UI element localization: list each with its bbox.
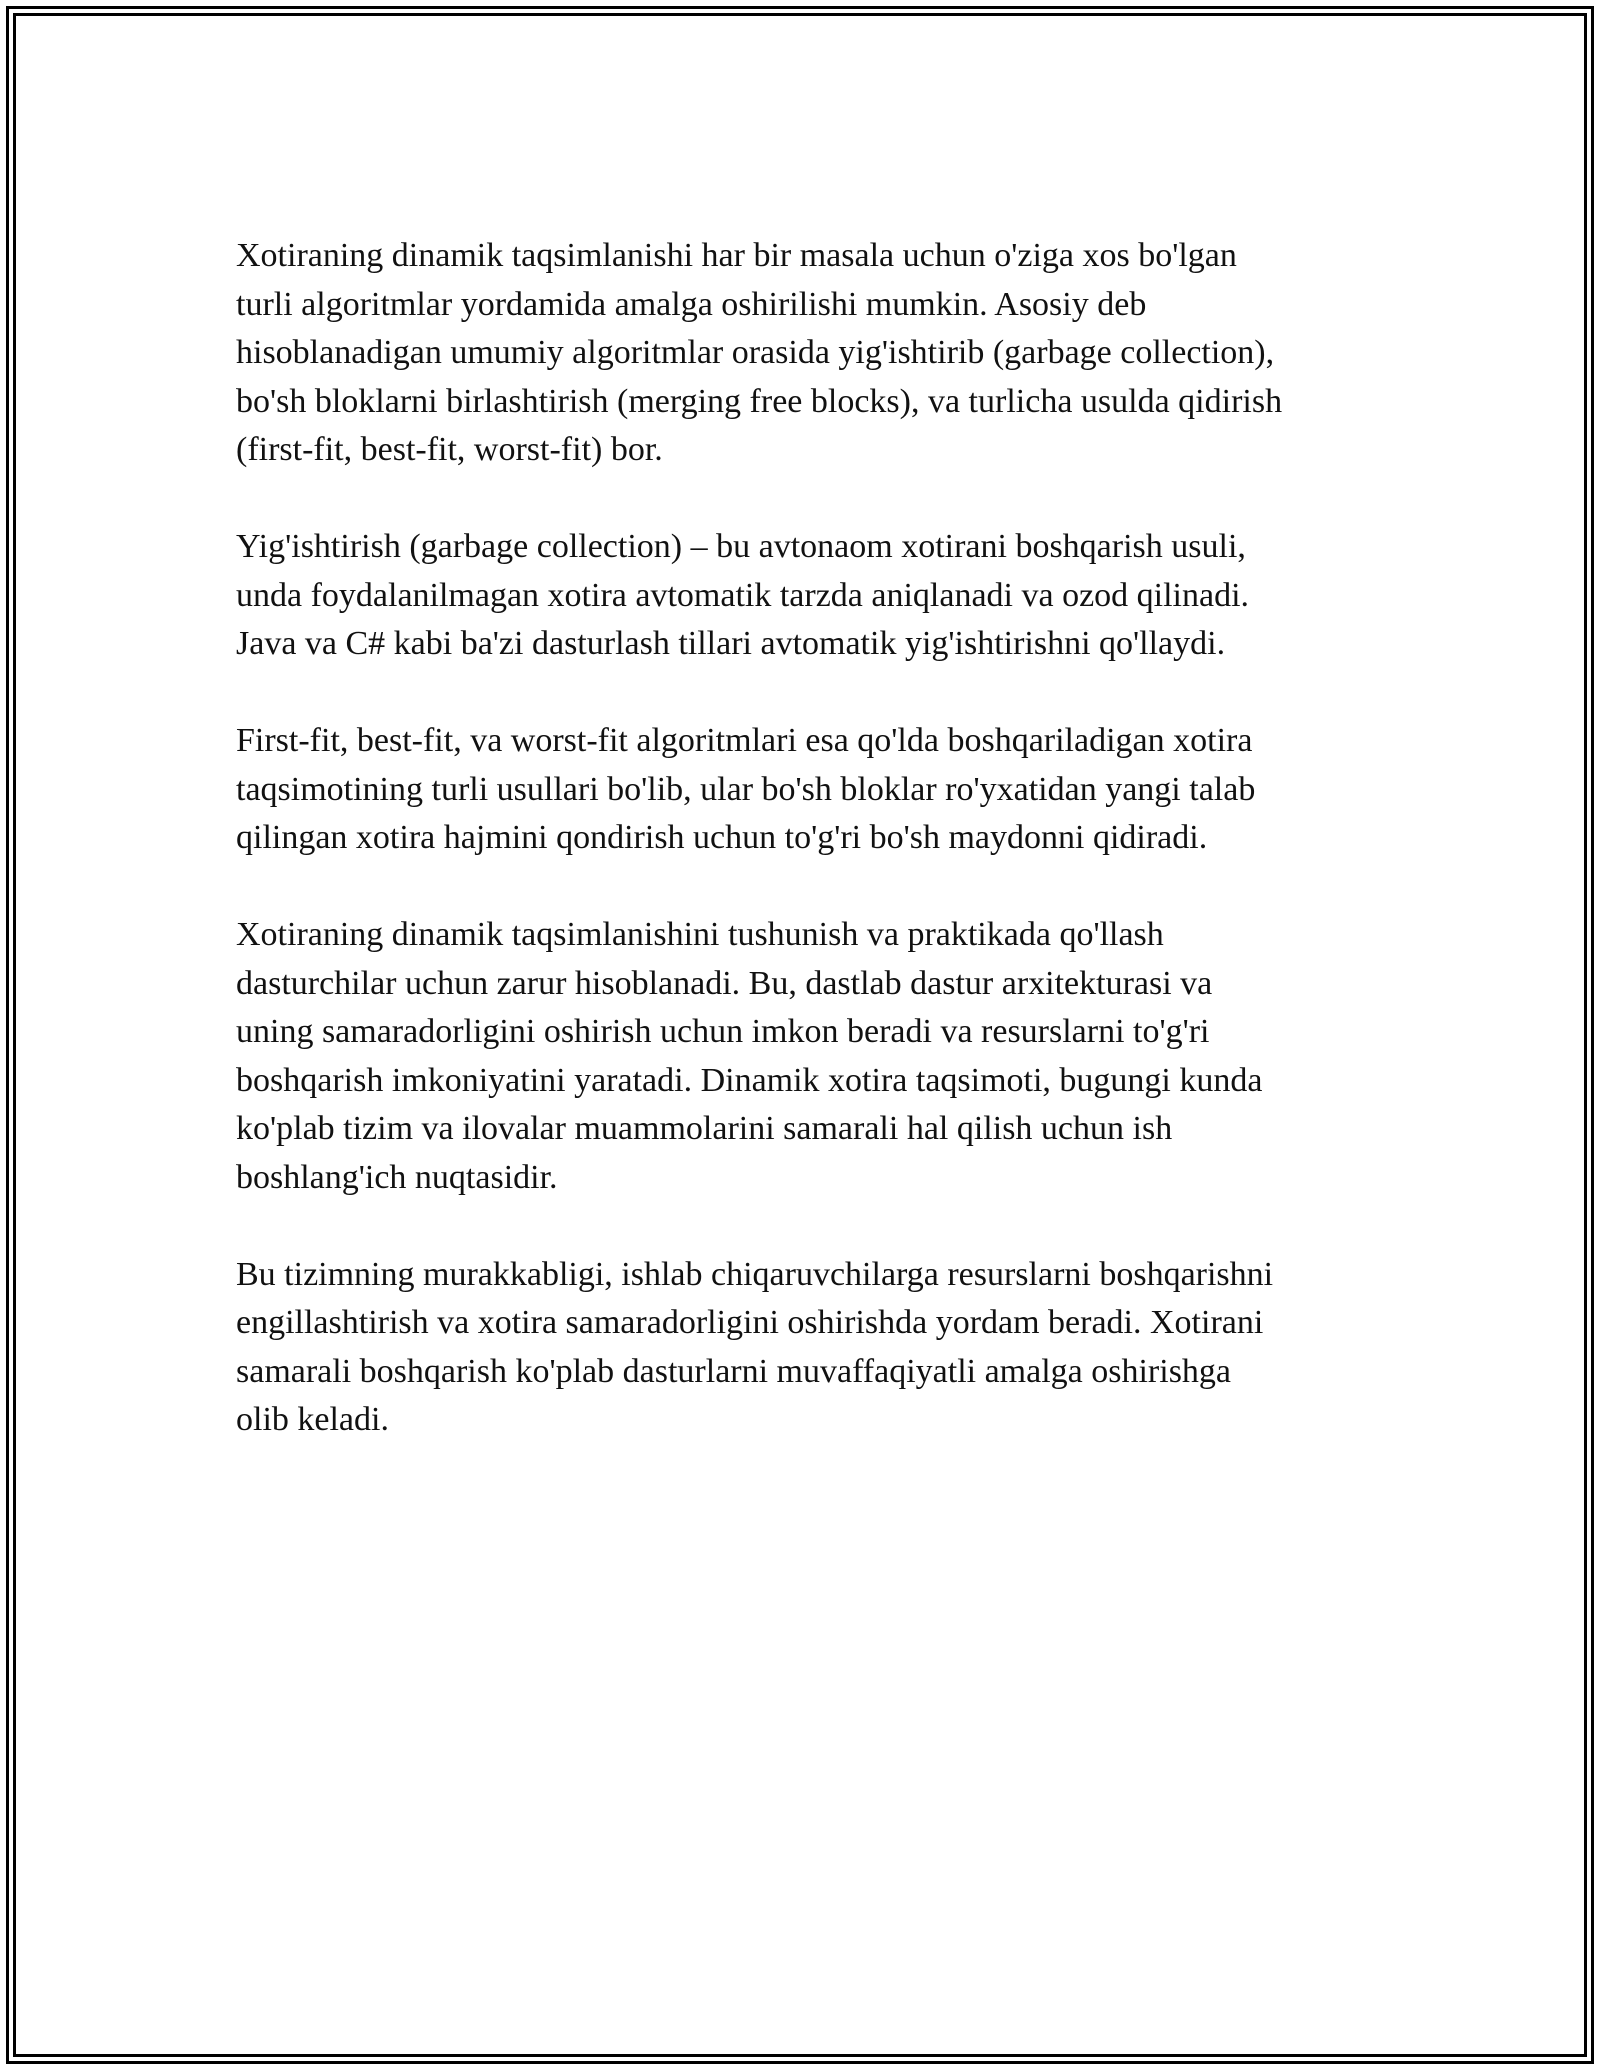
paragraph: [236, 1251, 1376, 1445]
text-line: dasturchilar uchun zarur hisoblanadi. Bu, dastlab dastur arxitekturasi va: [236, 964, 1213, 1002]
text-line: uning samaradorligini oshirish uchun imkon beradi va resurslarni to'g'ri: [236, 1013, 1210, 1050]
paragraph: [236, 911, 1376, 1202]
text-line: hisoblanadigan umumiy algoritmlar orasida yig'ishtirib (garbage collection),: [236, 334, 1275, 371]
text-line: Xotiraning dinamik taqsimlanishini tushunish va praktikada qo'llash: [236, 916, 1164, 953]
text-line: ko'plab tizim va ilovalar muammolarini samarali hal qilish uchun ish: [236, 1110, 1173, 1147]
text-line: engillashtirish va xotira samaradorligini oshirishda yordam beradi. Xotirani: [236, 1304, 1264, 1341]
text-line: Yig'ishtirish (garbage collection) – bu avtonaom xotirani boshqarish usuli,: [236, 528, 1246, 565]
text-line: taqsimotining turli usullari bo'lib, ular bo'sh bloklar ro'yxatidan yangi talab: [236, 770, 1256, 808]
text-line: olib keladi.: [236, 1401, 389, 1438]
text-line: First-fit, best-fit, va worst-fit algoritmlari esa qo'lda boshqariladigan xotira: [236, 722, 1253, 759]
paragraph: [236, 717, 1376, 863]
text-line: (first-fit, best-fit, worst-fit) bor.: [236, 431, 663, 468]
text-line: unda foydalanilmagan xotira avtomatik tarzda aniqlanadi va ozod qilinadi.: [236, 576, 1250, 614]
paragraph: [236, 232, 1376, 475]
paragraph: [236, 523, 1376, 669]
text-line: Bu tizimning murakkabligi, ishlab chiqaruvchilarga resurslarni boshqarishni: [236, 1255, 1274, 1293]
text-line: boshlang'ich nuqtasidir.: [236, 1158, 558, 1196]
text-line: qilingan xotira hajmini qondirish uchun to'g'ri bo'sh maydonni qidiradi.: [236, 819, 1208, 856]
text-line: boshqarish imkoniyatini yaratadi. Dinamik xotira taqsimoti, bugungi kunda: [236, 1061, 1263, 1099]
text-line: bo'sh bloklarni birlashtirish (merging free blocks), va turlicha usulda qidirish: [236, 382, 1283, 420]
text-line: Xotiraning dinamik taqsimlanishi har bir masala uchun o'ziga xos bo'lgan: [236, 237, 1237, 274]
text-line: turli algoritmlar yordamida amalga oshirilishi mumkin. Asosiy deb: [236, 285, 1147, 323]
document-body: [236, 232, 1376, 1493]
text-line: Java va C# kabi ba'zi dasturlash tillari avtomatik yig'ishtirishni qo'llaydi.: [236, 625, 1226, 662]
text-line: samarali boshqarish ko'plab dasturlarni muvaffaqiyatli amalga oshirishga: [236, 1352, 1232, 1390]
